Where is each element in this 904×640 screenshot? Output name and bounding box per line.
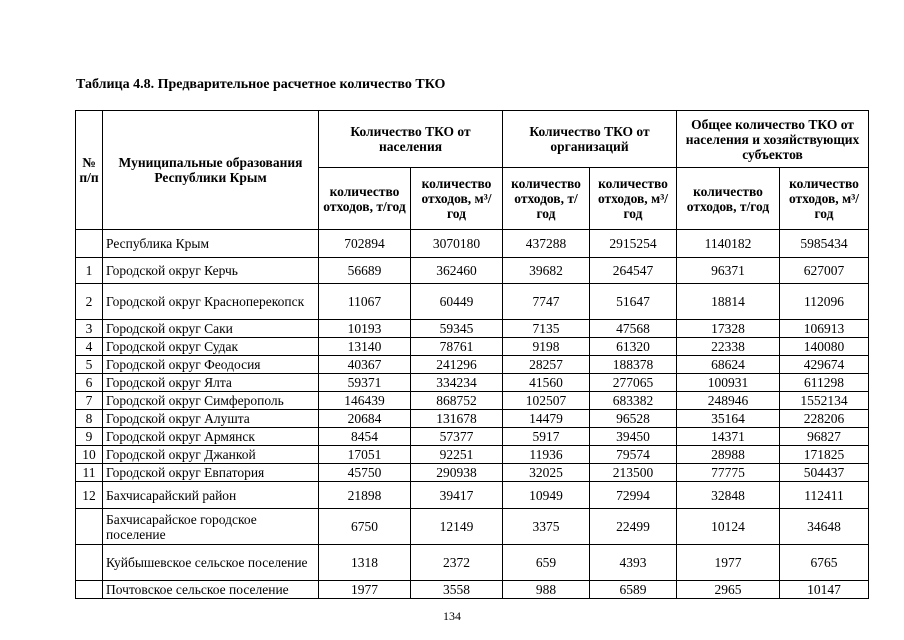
row-number [76,230,103,258]
value-cell: 3070180 [411,230,503,258]
value-cell: 228206 [780,410,869,428]
value-cell: 77775 [677,464,780,482]
municipality-name: Городской округ Ялта [103,374,319,392]
value-cell: 1318 [319,545,411,581]
value-cell: 112096 [780,284,869,320]
municipality-name: Городской округ Судак [103,338,319,356]
value-cell: 12149 [411,509,503,545]
value-cell: 2965 [677,581,780,599]
value-cell: 28988 [677,446,780,464]
table-row [76,284,869,320]
header-sub-m3: количество отходов, м³/год [590,168,677,230]
header-group-population: Количество ТКО от населения [319,111,503,168]
value-cell: 21898 [319,482,411,509]
value-cell: 7747 [503,284,590,320]
municipality-name: Городской округ Саки [103,320,319,338]
municipality-name: Городской округ Евпатория [103,464,319,482]
value-cell: 659 [503,545,590,581]
header-sub-m3: количество отходов, м³/год [780,168,869,230]
value-cell: 22499 [590,509,677,545]
value-cell: 429674 [780,356,869,374]
value-cell: 5985434 [780,230,869,258]
municipality-name: Почтовское сельское поселение [103,581,319,599]
row-number: 12 [76,482,103,509]
value-cell: 702894 [319,230,411,258]
header-group-total: Общее количество ТКО от населения и хозяйствующих субъектов [677,111,869,168]
value-cell: 437288 [503,230,590,258]
table-row [76,338,869,356]
value-cell: 13140 [319,338,411,356]
row-number: 3 [76,320,103,338]
value-cell: 3375 [503,509,590,545]
value-cell: 504437 [780,464,869,482]
value-cell: 868752 [411,392,503,410]
value-cell: 290938 [411,464,503,482]
table-row [76,392,869,410]
value-cell: 51647 [590,284,677,320]
table-row [76,581,869,599]
value-cell: 11936 [503,446,590,464]
table-row [76,410,869,428]
row-number: 9 [76,428,103,446]
value-cell: 39682 [503,258,590,284]
municipality-name: Городской округ Джанкой [103,446,319,464]
header-num: № п/п [76,111,103,230]
value-cell: 5917 [503,428,590,446]
value-cell: 8454 [319,428,411,446]
value-cell: 47568 [590,320,677,338]
value-cell: 34648 [780,509,869,545]
value-cell: 92251 [411,446,503,464]
table-row [76,545,869,581]
row-number [76,581,103,599]
value-cell: 96827 [780,428,869,446]
value-cell: 72994 [590,482,677,509]
value-cell: 22338 [677,338,780,356]
value-cell: 68624 [677,356,780,374]
value-cell: 20684 [319,410,411,428]
value-cell: 61320 [590,338,677,356]
value-cell: 7135 [503,320,590,338]
value-cell: 14371 [677,428,780,446]
value-cell: 10124 [677,509,780,545]
value-cell: 18814 [677,284,780,320]
municipality-name: Бахчисарайский район [103,482,319,509]
row-number [76,509,103,545]
value-cell: 277065 [590,374,677,392]
value-cell: 102507 [503,392,590,410]
value-cell: 10949 [503,482,590,509]
value-cell: 1140182 [677,230,780,258]
municipality-name: Городской округ Алушта [103,410,319,428]
value-cell: 11067 [319,284,411,320]
header-sub-m3: количество отходов, м³/год [411,168,503,230]
table-row [76,482,869,509]
municipality-name: Городской округ Красноперекопск [103,284,319,320]
value-cell: 45750 [319,464,411,482]
table-row [76,464,869,482]
value-cell: 96528 [590,410,677,428]
value-cell: 241296 [411,356,503,374]
header-sub-tonnes: количество отходов, т/год [319,168,411,230]
value-cell: 100931 [677,374,780,392]
row-number: 10 [76,446,103,464]
table-row [76,230,869,258]
value-cell: 96371 [677,258,780,284]
value-cell: 35164 [677,410,780,428]
table-row [76,320,869,338]
value-cell: 32025 [503,464,590,482]
value-cell: 32848 [677,482,780,509]
municipality-name: Бахчисарайское городское поселение [103,509,319,545]
row-number: 5 [76,356,103,374]
value-cell: 9198 [503,338,590,356]
value-cell: 78761 [411,338,503,356]
value-cell: 213500 [590,464,677,482]
value-cell: 264547 [590,258,677,284]
row-number: 8 [76,410,103,428]
header-sub-tonnes: количество отходов, т/год [677,168,780,230]
value-cell: 611298 [780,374,869,392]
value-cell: 131678 [411,410,503,428]
value-cell: 59371 [319,374,411,392]
value-cell: 39450 [590,428,677,446]
municipality-name: Республика Крым [103,230,319,258]
value-cell: 41560 [503,374,590,392]
value-cell: 362460 [411,258,503,284]
value-cell: 188378 [590,356,677,374]
table-caption: Таблица 4.8. Предварительное расчетное количество ТКО [76,77,446,92]
municipality-name: Городской округ Феодосия [103,356,319,374]
row-number [76,545,103,581]
value-cell: 40367 [319,356,411,374]
value-cell: 106913 [780,320,869,338]
value-cell: 39417 [411,482,503,509]
row-number: 6 [76,374,103,392]
value-cell: 59345 [411,320,503,338]
value-cell: 112411 [780,482,869,509]
value-cell: 14479 [503,410,590,428]
tko-table [75,110,869,599]
value-cell: 17051 [319,446,411,464]
table-row [76,356,869,374]
value-cell: 6589 [590,581,677,599]
table-row [76,374,869,392]
row-number: 1 [76,258,103,284]
value-cell: 171825 [780,446,869,464]
value-cell: 10193 [319,320,411,338]
value-cell: 146439 [319,392,411,410]
value-cell: 79574 [590,446,677,464]
value-cell: 1977 [319,581,411,599]
value-cell: 2915254 [590,230,677,258]
value-cell: 17328 [677,320,780,338]
value-cell: 28257 [503,356,590,374]
row-number: 7 [76,392,103,410]
row-number: 11 [76,464,103,482]
value-cell: 334234 [411,374,503,392]
table-row [76,428,869,446]
row-number: 2 [76,284,103,320]
value-cell: 6750 [319,509,411,545]
value-cell: 57377 [411,428,503,446]
row-number: 4 [76,338,103,356]
header-municipality: Муниципальные образования Республики Крым [103,111,319,230]
value-cell: 2372 [411,545,503,581]
municipality-name: Городской округ Симферополь [103,392,319,410]
value-cell: 988 [503,581,590,599]
page-number: 134 [443,609,461,623]
value-cell: 56689 [319,258,411,284]
table-row [76,509,869,545]
municipality-name: Куйбышевское сельское поселение [103,545,319,581]
value-cell: 248946 [677,392,780,410]
header-group-organizations: Количество ТКО от организаций [503,111,677,168]
table-row [76,258,869,284]
value-cell: 683382 [590,392,677,410]
value-cell: 627007 [780,258,869,284]
value-cell: 6765 [780,545,869,581]
header-sub-tonnes: количество отходов, т/год [503,168,590,230]
value-cell: 60449 [411,284,503,320]
value-cell: 1552134 [780,392,869,410]
value-cell: 140080 [780,338,869,356]
municipality-name: Городской округ Армянск [103,428,319,446]
value-cell: 10147 [780,581,869,599]
value-cell: 4393 [590,545,677,581]
municipality-name: Городской округ Керчь [103,258,319,284]
value-cell: 3558 [411,581,503,599]
value-cell: 1977 [677,545,780,581]
table-row [76,446,869,464]
